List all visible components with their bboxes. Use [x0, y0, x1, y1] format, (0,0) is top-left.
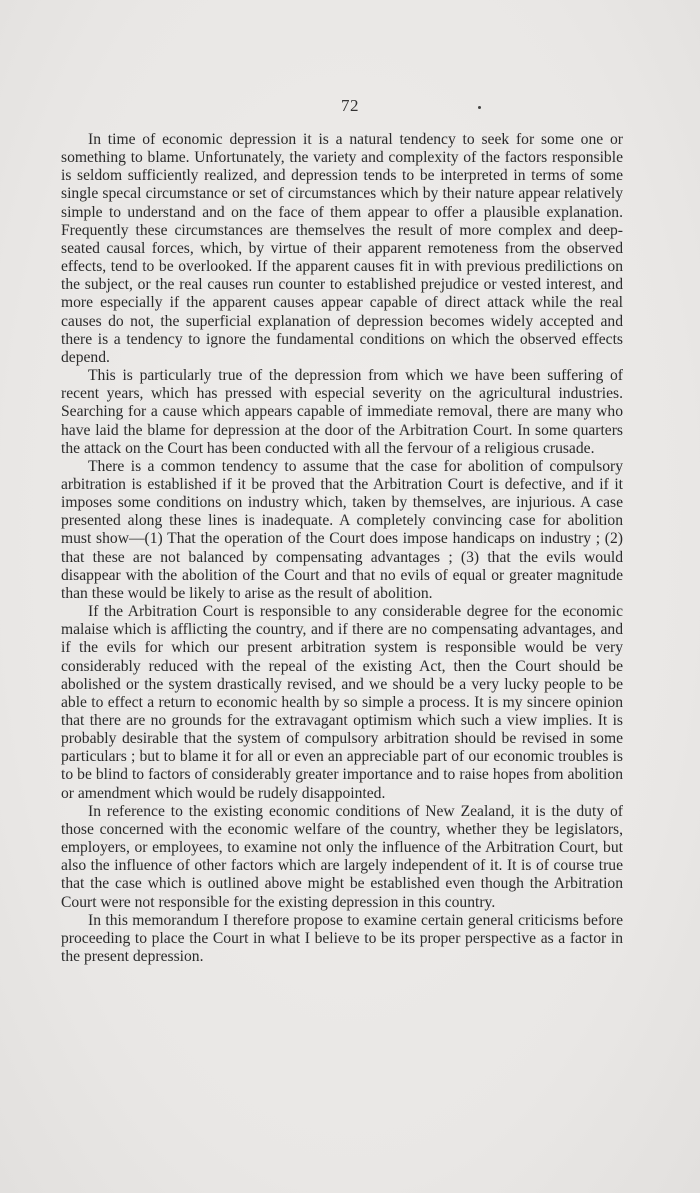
ink-speck	[478, 106, 481, 109]
paragraph: If the Arbitration Court is responsible to any considerable degree for the economic malaise which is afflicting the country, and if there are no compensating advantages, and if the evils for which our present arbitration system is responsible would be very considerably reduced with the repeal of the existing Act, then the Court should be abolished or the system drastically revised, and we should be a very lucky people to be able to effect a return to economic health by so simple a process. It is my sincere opinion that there are no grounds for the extravagant optimism which such a view implies. It is probably desirable that the system of compulsory arbitration should be revised in some particulars ; but to blame it for all or even an appreciable part of our economic troubles is to be blind to factors of considerably greater importance and to raise hopes from abolition or amendment which would be rudely disappointed.	[61, 603, 623, 802]
page-number: 72	[341, 96, 359, 115]
paragraph: There is a common tendency to assume that the case for abolition of compulsory arbitration is established if it be proved that the Arbitration Court is defective, and if it imposes some conditions on industry which, taken by themselves, are injurious. A case presented along these lines is inadequate. A completely convincing case for abolition must show—(1) That the operation of the Court does impose handicaps on industry ; (2) that these are not balanced by compensating advantages ; (3) that the evils would disappear with the abolition of the Court and that no evils of equal or greater magnitude than these would be likely to arise as the result of abolition.	[61, 457, 623, 602]
paragraph: This is particularly true of the depression from which we have been suffering of recent years, which has pressed with especial severity on the agricultural industries. Searching for a cause which appears capable of immediate removal, there are many who have laid the blame for depression at the door of the Arbitration Court. In some quarters the attack on the Court has been conducted with all the fervour of a religious crusade.	[61, 367, 623, 457]
paragraph: In time of economic depression it is a natural tendency to seek for some one or something to blame. Unfortunately, the variety and complexity of the factors responsible is seldom sufficiently realized, and depression tends to be interpreted in terms of some single specal circumstance or set of circumstances which by their nature appear relatively simple to understand and on the face of them appear to offer a plausible explanation. Frequently these circumstances are themselves the result of more complex and deep-seated causal forces, which, by virtue of their apparent remoteness from the observed effects, tend to be overlooked. If the apparent causes fit in with previous predilictions on the subject, or the real causes run counter to established prejudice or vested interest, and more especially if the apparent causes appear capable of direct attack while the real causes do not, the superficial explanation of depression becomes widely accepted and there is a tendency to ignore the fundamental conditions on which the observed effects depend.	[61, 131, 623, 366]
paragraph: In reference to the existing economic conditions of New Zealand, it is the duty of those concerned with the economic welfare of the country, whether they be legislators, employers, or employees, to examine not only the influence of the Arbitration Court, but also the influence of other factors which are largely independent of it. It is of course true that the case which is outlined above might be established even though the Arbitration Court were not responsible for the existing depression in this country.	[61, 802, 623, 911]
paragraph: In this memorandum I therefore propose to examine certain general criticisms before proceeding to place the Court in what I believe to be its proper perspective as a factor in the present depression.	[61, 911, 623, 966]
body-text	[61, 131, 623, 966]
